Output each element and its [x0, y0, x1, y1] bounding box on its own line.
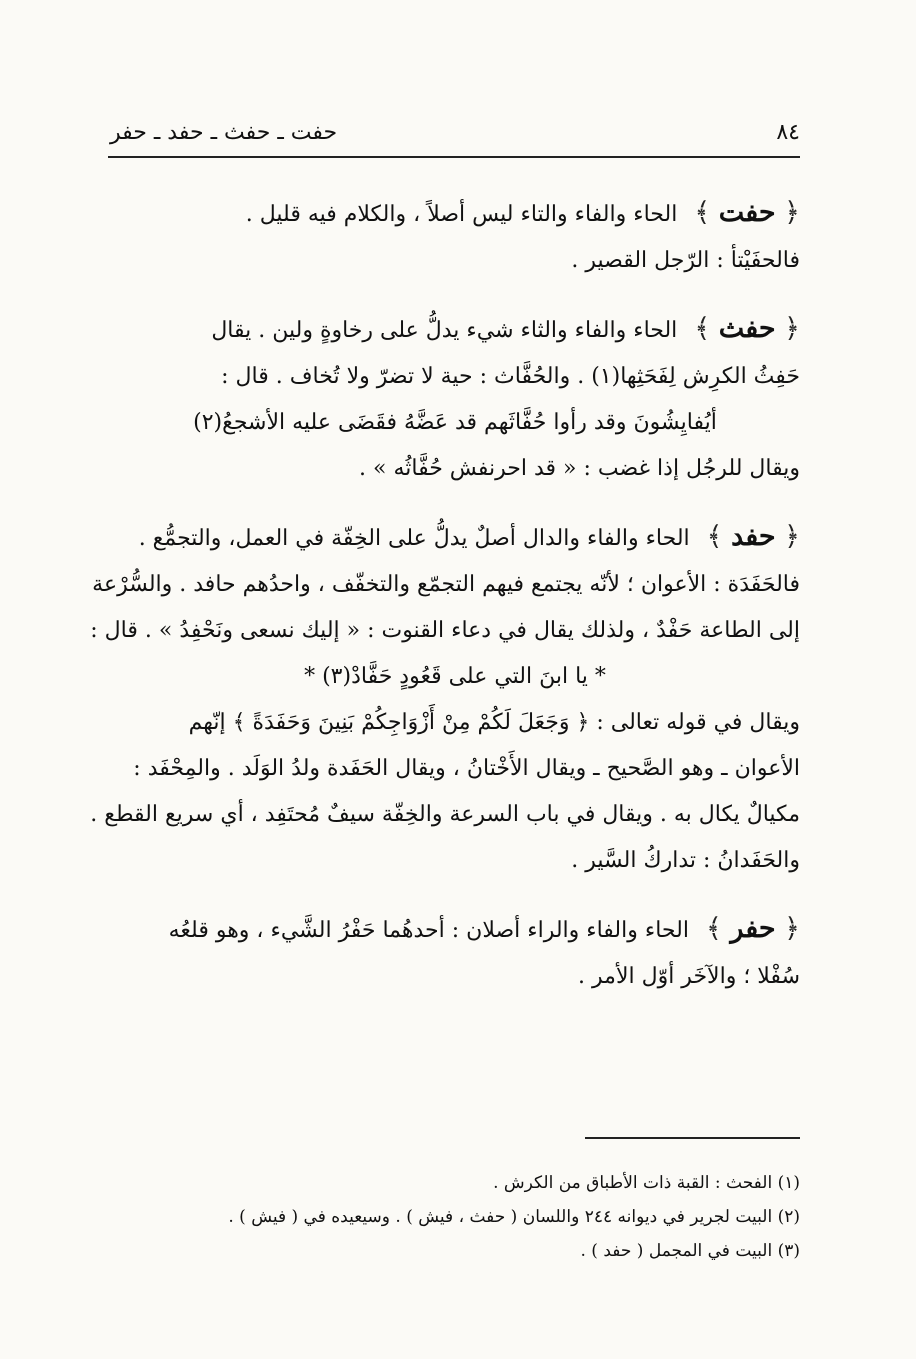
headword-text: حفث — [718, 313, 776, 344]
entry-line — [110, 306, 800, 354]
poetry-verse: أيُفايِشُونَ وقد رأوا حُفَّاثَهم قد عَضَّهُ فقَضَى عليه الأشجعُ(٢) — [193, 410, 717, 435]
headword-text: حفر — [730, 913, 776, 944]
entry-line: إلى الطاعة حَفْدٌ ، ولذلك يقال في دعاء القنوت : « إليك نسعى ونَحْفِدُ » . قال : — [90, 618, 800, 643]
entry-hfd — [90, 514, 800, 884]
main-text — [90, 190, 800, 1022]
entry-line: مكيالٌ يكال به . ويقال في باب السرعة والخِفّة سيفٌ مُحتَفِد ، أي سريع القطع . — [90, 802, 800, 827]
footnotes — [110, 1166, 800, 1268]
poetry-verse: * يا ابنَ التي على قَعُودٍ حَفَّادْ(٣) * — [304, 664, 606, 689]
entry-line: فالحَفَدَة : الأعوان ؛ لأنّه يجتمع فيهم التجمّع والتخفّف ، واحدُهم حافد . والسُّرْعة — [92, 572, 800, 597]
running-title: حفت ـ حفث ـ حفد ـ حفر — [110, 119, 338, 145]
entry-hfth — [110, 306, 800, 492]
entry-hft — [110, 190, 800, 284]
entry-line: سُفْلا ؛ والآخَر أوّل الأمر . — [578, 964, 800, 989]
headword: ﴿ حفت ﴾ — [694, 197, 800, 228]
entry-text: الحاء والفاء والتاء ليس أصلاً ، والكلام فيه قليل . — [245, 202, 678, 227]
entry-line — [110, 190, 800, 238]
entry-line: والحَفَدانُ : تداركُ السَّير . — [571, 848, 800, 873]
headword: ﴿ حفد ﴾ — [706, 521, 800, 552]
footnote: (٢) البيت لجرير في ديوانه ٢٤٤ واللسان ( حفث ، فيش ) . وسيعيده في ( فيش ) . — [228, 1207, 800, 1227]
footnote: (٣) البيت في المجمل ( حفد ) . — [580, 1241, 800, 1261]
entry-line: ويقال في قوله تعالى : ﴿ وَجَعَلَ لَكُمْ مِنْ أَزْوَاجِكُمْ بَنِينَ وَحَفَدَةً ﴾ إنّهم — [188, 710, 800, 735]
entry-text: الحاء والفاء والثاء شيء يدلُّ على رخاوةٍ ولين . يقال — [211, 318, 678, 343]
entry-line — [110, 906, 800, 954]
headword: ﴿ حفر ﴾ — [705, 913, 800, 944]
header-rule — [108, 156, 800, 158]
page-header — [110, 112, 800, 152]
headword: ﴿ حفث ﴾ — [694, 313, 800, 344]
entry-hfr — [110, 906, 800, 1000]
entry-text: الحاء والفاء والراء أصلان : أحدهُما حَفْرُ الشَّيء ، وهو قلعُه — [168, 918, 689, 943]
page-number: ٨٤ — [776, 119, 800, 145]
footnote: (١) الفحث : القبة ذات الأطباق من الكرش . — [493, 1173, 800, 1193]
entry-line: فالحفَيْتأ : الرّجل القصير . — [571, 248, 800, 273]
headword-text: حفت — [718, 197, 776, 228]
entry-line: حَفِثُ الكرِش لِفَحَثِها(١) . والحُفَّاث : حية لا تضرّ ولا تُخاف . قال : — [221, 364, 800, 389]
footnote-rule — [585, 1137, 800, 1139]
entry-line — [110, 514, 800, 562]
entry-text: الحاء والفاء والدال أصلٌ يدلُّ على الخِفّة في العمل، والتجمُّع . — [138, 526, 690, 551]
entry-line: ويقال للرجُل إذا غضب : « قد احرنفش حُفَّاثُه » . — [359, 456, 800, 481]
headword-text: حفد — [731, 521, 776, 552]
entry-line: الأعوان ـ وهو الصَّحيح ـ ويقال الأَخْتانُ ، ويقال الحَفَدة ولدُ الوَلَد . والمِحْفَد : — [133, 756, 800, 781]
